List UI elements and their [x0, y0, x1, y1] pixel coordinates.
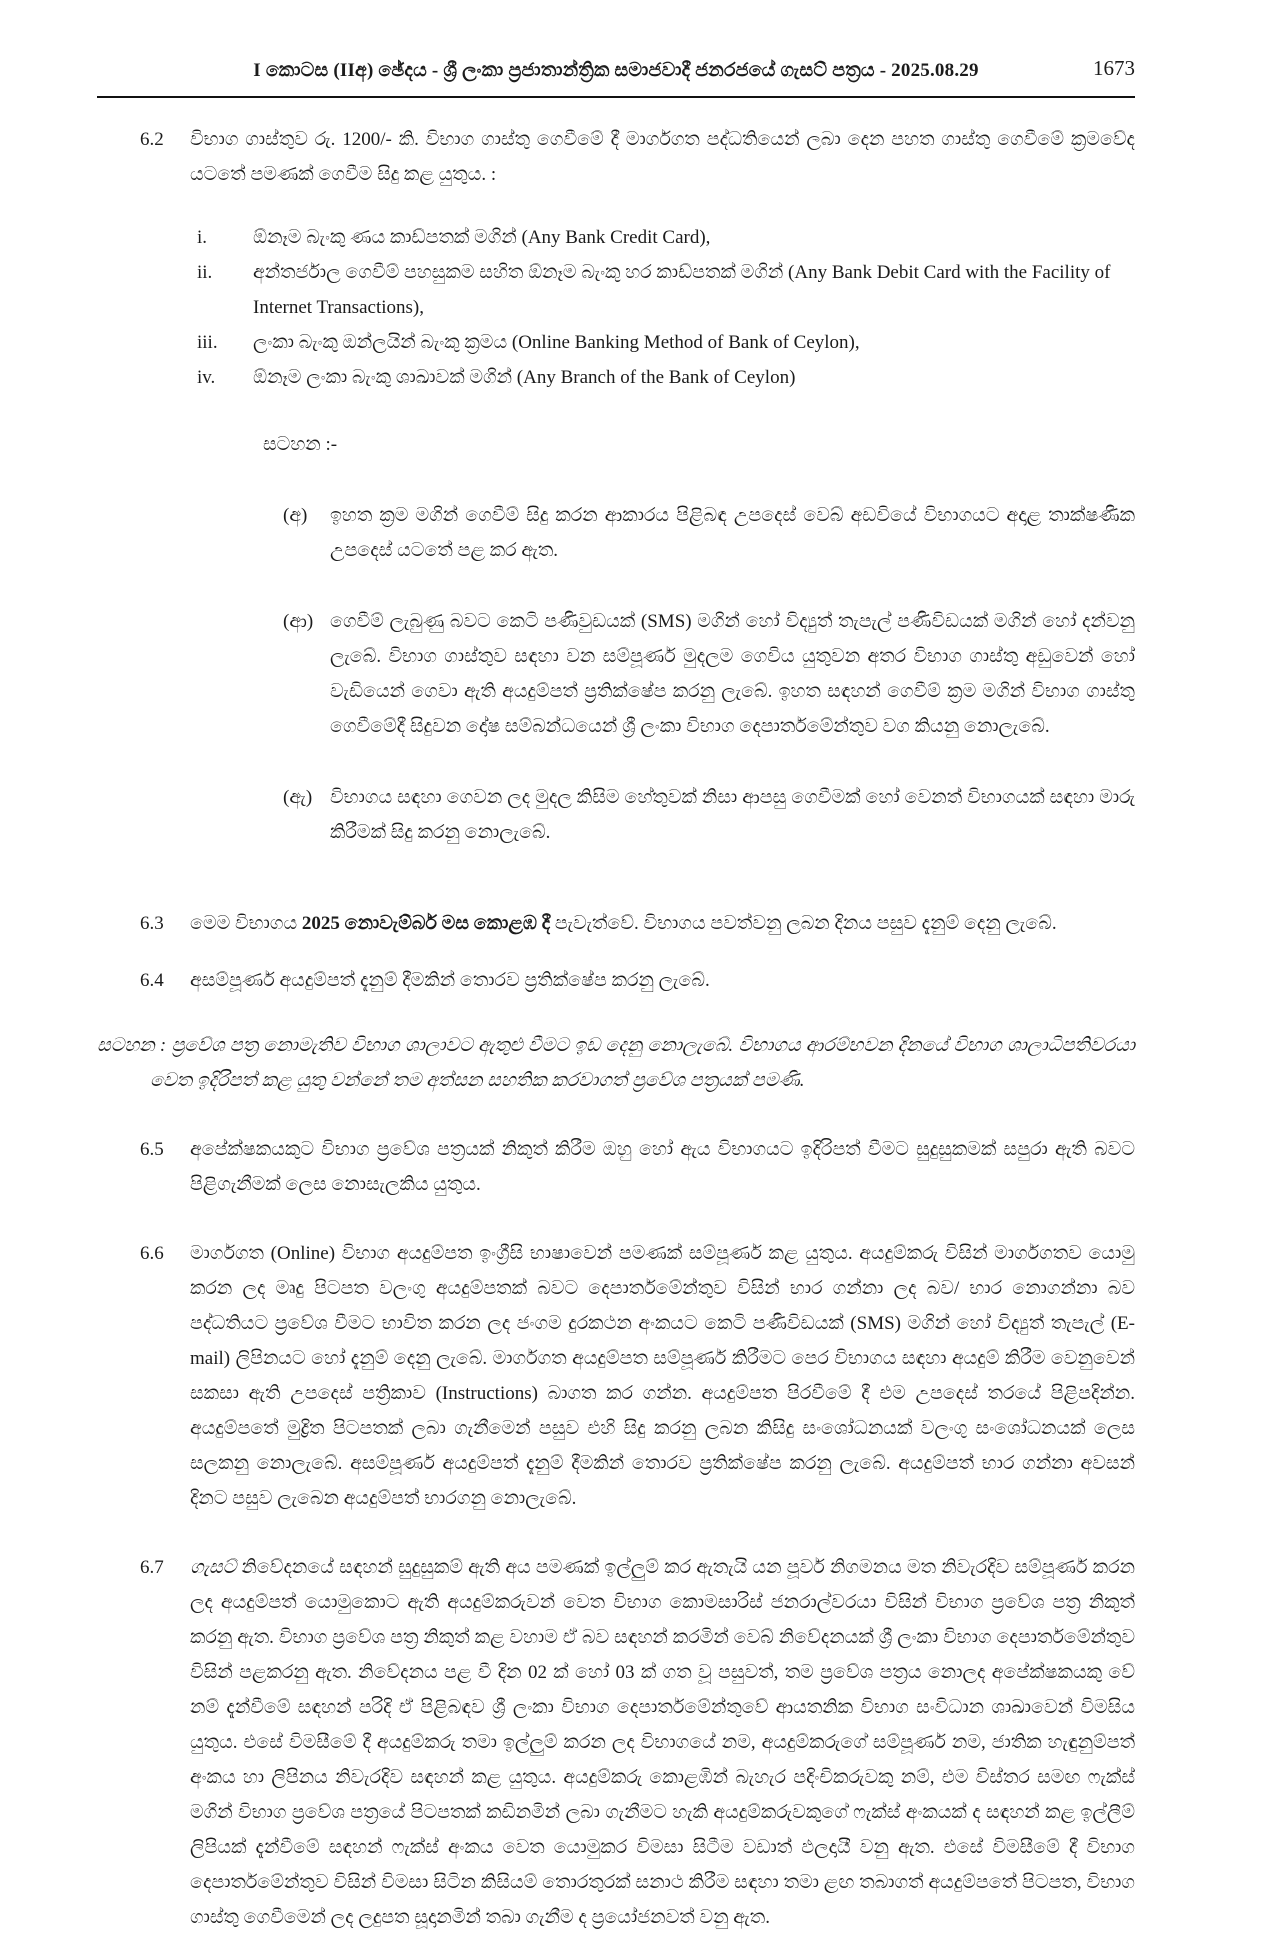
section-6-2: [97, 122, 1135, 192]
section-6-7: [97, 1550, 1135, 1935]
section-number: 6.2: [140, 129, 164, 150]
list-item: [197, 325, 1135, 360]
section-number: 6.6: [140, 1243, 164, 1264]
section-6-4: [97, 963, 1135, 998]
section-text: විභාග ගාස්තුව රු. 1200/- කි. විභාග ගාස්තු ගෙවීමේ දී මාර්ගගත පද්ධතියෙන් ලබා දෙන පහත ගාස්තු ගෙවීමේ ක්‍රමවේද යටතේ පමණක් ගෙවීම සිදු කළ යුතුය. :: [190, 129, 1135, 185]
section-text: මාර්ගගත (Online) විභාග අයදුම්පත ඉංග්‍රීසි භාෂාවෙන් පමණක් සම්පූර්ණ කළ යුතුය. අයදුම්කරු විසින් මාර්ගගතව යොමු කරන ලද මෘදු පිටපත වලංගු අයදුම්පතක් බවට දෙපාර්තමේන්තුව විසින් භාර ගන්නා ලද බව/ භාර නොගන්නා බව පද්ධතියට ප්‍රවේශ වීමට භාවිත කරන ලද ජංගම දුරකථන අංකයට කෙටි පණිවිඩයක් (SMS) මගින් හෝ විද්‍යුත් තැපැල් (E-mail) ලිපිනයට හෝ දැනුම් දෙනු ලැබේ. මාර්ගගත අයදුම්පත සම්පූර්ණ කිරීමට පෙර විභාගය සඳහා අයදුම් කිරීම වෙනුවෙන් සකසා ඇති උපදෙස් පත්‍රිකාව (Instructions) බාගත කර ගන්න. අයදුම්පත පිරවීමේ දී එම උපදෙස් තරයේ පිළිපදින්න. අයදුම්පතේ මුද්‍රිත පිටපතක් ලබා ගැනීමෙන් පසුව එහි සිදු කරනු ලබන කිසිදු සංශෝධනයක් වලංගු සංශෝධනයක් ලෙස සලකනු නොලැබේ. අසම්පූර්ණ අයදුම්පත් දැනුම් දීමකින් තොරව ප්‍රතික්ෂේප කරනු ලැබේ. අයදුම්පත් භාර ගන්නා අවසන් දිනට පසුව ලැබෙන අයදුම්පත් භාරගනු නොලැබේ.: [190, 1243, 1136, 1509]
section-6-3: [97, 906, 1135, 941]
notes-heading: සටහන :-: [263, 434, 338, 455]
note-text: ඉහත ක්‍රම මගින් ගෙවීම් සිදු කරන ආකාරය පිළිබඳ උපදෙස් වෙබ් අඩවියේ විභාගයට අදාළ තාක්ෂණික උපදෙස් යටතේ පළ කර ඇත.: [330, 505, 1135, 561]
item-marker: i.: [197, 227, 208, 248]
section-number: 6.7: [140, 1557, 164, 1578]
document-body: [97, 122, 1135, 1935]
note-paragraph: [97, 1028, 1135, 1098]
section-6-5: [97, 1132, 1135, 1202]
note-item-ae: [97, 780, 1135, 850]
section-text: [190, 906, 1135, 941]
page-header: [97, 0, 1135, 98]
section-number: 6.3: [140, 913, 164, 934]
section-text-italic: ගැසට්: [190, 1557, 237, 1578]
section-text-pre: මෙම විභාගය: [190, 913, 302, 934]
section-text-post: පැවැත්වේ. විභාගය පවත්වනු ලබන දිනය පසුව දැනුම් දෙනු ලැබේ.: [550, 913, 1057, 934]
section-text-bold: 2025 නොවැම්බර් මස කොළඹ දී: [301, 913, 551, 934]
item-text: අන්තර්ජාල ගෙවීම් පහසුකම සහිත ඕනෑම බැංකු හර කාඩ්පතක් මගින් (Any Bank Debit Card with the Facility of Internet Transactions),: [253, 262, 1111, 318]
item-marker: iv.: [197, 367, 216, 388]
note-marker: (ඇ): [283, 787, 313, 808]
note-marker: (ආ): [283, 611, 314, 632]
item-text: ඕනෑම ලංකා බැංකු ශාඛාවක් මගින් (Any Branch of the Bank of Ceylon): [253, 367, 796, 388]
header-rule: [97, 96, 1135, 98]
note-label: සටහන :: [97, 1035, 167, 1056]
section-number: 6.5: [140, 1139, 164, 1160]
item-text: ලංකා බැංකු ඔන්ලයින් බැංකු ක්‍රමය (Online Banking Method of Bank of Ceylon),: [253, 332, 860, 353]
note-marker: (අ): [283, 505, 308, 526]
section-text: [190, 1550, 1135, 1935]
list-item: [197, 360, 1135, 395]
note-item-aa: [97, 604, 1135, 744]
page-number: 1673: [1093, 56, 1135, 80]
list-item: [197, 220, 1135, 255]
note-text: ගෙවීම් ලැබුණු බවට කෙටි පණිවුඩයක් (SMS) මගින් හෝ විද්‍යුත් තැපැල් පණිවිඩයක් මගින් හෝ දන්වනු ලැබේ. විභාග ගාස්තුව සඳහා වන සම්පූර්ණ මුදලම ගෙවිය යුතුවන අතර විභාග ගාස්තු අඩුවෙන් හෝ වැඩියෙන් ගෙවා ඇති අයදුම්පත් ප්‍රතික්ෂේප කරනු ලැබේ. ඉහත සඳහන් ගෙවීම් ක්‍රම මගින් විභාග ගාස්තු ගෙවීමේදී සිදුවන දෝෂ සම්බන්ධයෙන් ශ්‍රී ලංකා විභාග දෙපාර්තමේන්තුව වග කියනු නොලැබේ.: [330, 611, 1135, 737]
section-number: 6.4: [140, 970, 164, 991]
list-item: [197, 255, 1135, 325]
section-text: අසම්පූර්ණ අයදුම්පත් දැනුම් දීමකින් තොරව ප්‍රතික්ෂේප කරනු ලැබේ.: [190, 970, 710, 991]
note-item-a: [97, 498, 1135, 568]
section-text-rest: නිවේදනයේ සඳහන් සුදුසුකම් ඇති අය පමණක් ඉල්ලුම් කර ඇතැයි යන පූර්ව නිගමනය මත නිවැරදිව සම්පූර්ණ කරන ලද අයදුම්පත් යොමුකොට ඇති අයදුම්කරුවන් වෙත විභාග කොමසාරිස් ජනරාල්වරයා විසින් විභාග ප්‍රවේශ පත්‍ර නිකුත් කරනු ඇත. විභාග ප්‍රවේශ පත්‍ර නිකුත් කළ වහාම ඒ බව සඳහන් කරමින් වෙබ් නිවේදනයක් ශ්‍රී ලංකා විභාග දෙපාර්තමේන්තුව විසින් පළකරනු ඇත. නිවේදනය පළ වී දින 02 ක් හෝ 03 ක් ගත වූ පසුවත්, තම ප්‍රවේශ පත්‍රය නොලද අපේක්ෂකයකු වේ නම් දැන්වීමේ සඳහන් පරිදි ඒ පිළිබඳව ශ්‍රී ලංකා විභාග දෙපාර්තමේන්තුවේ ආයතනික විභාග සංවිධාන ශාඛාවෙන් විමසිය යුතුය. එසේ විමසීමේ දී අයදුම්කරු තමා ඉල්ලුම් කරන ලද විභාගයේ නම, අයදුම්කරුගේ සම්පූර්ණ නම, ජාතික හැඳුනුම්පත් අංකය හා ලිපිනය නිවැරදිව සඳහන් කළ යුතුය. අයදුම්කරු කොළඹින් බැහැර පදිංචිකරුවකු නම්, එම විස්තර සමඟ ෆැක්ස් මගින් විභාග ප්‍රවේශ පත්‍රයේ පිටපතක් කඩිනමින් ලබා ගැනීමට හැකි අයදුම්කරුවකුගේ ෆැක්ස් අංකයක් ද සඳහන් කළ ඉල්ලීම් ලිපියක් දැන්වීමේ සඳහන් ෆැක්ස් අංකය වෙත යොමුකර විමසා සිටීම වඩාත් ඵලදායී වනු ඇත. එසේ විමසීමේ දී විභාග දෙපාර්තමේන්තුව විසින් විමසා සිටින කිසියම් තොරතුරක් සනාථ කිරීම සඳහා තමා ළඟ තබාගත් අයදුම්පතේ පිටපත, විභාග ගාස්තු ගෙවීමෙන් ලද ලදුපත සූදානමින් තබා ගැනීම ද ප්‍රයෝජනවත් වනු ඇත.: [190, 1557, 1135, 1928]
item-text: ඕනෑම බැංකු ණය කාඩ්පතක් මගින් (Any Bank Credit Card),: [253, 227, 711, 248]
note-body: ප්‍රවේශ පත්‍ර නොමැතිව විභාග ශාලාවට ඇතුළු වීමට ඉඩ දෙනු නොලැබේ. විභාගය ආරම්භවන දිනයේ විභාග ශාලාධිපතිවරයා වෙත ඉදිරිපත් කළ යුතු වන්නේ තම අත්සන සහතික කරවාගත් ප්‍රවේශ පත්‍රයක් පමණි.: [150, 1035, 1136, 1091]
item-marker: iii.: [197, 332, 218, 353]
note-text: විභාගය සඳහා ගෙවන ලද මුදල කිසිම හේතුවක් නිසා ආපසු ගෙවීමක් හෝ වෙනත් විභාගයක් සඳහා මාරු කිරීමක් සිදු කරනු නොලැබේ.: [330, 787, 1135, 843]
item-marker: ii.: [197, 262, 213, 283]
payment-methods-list: [197, 220, 1135, 395]
gazette-header-title: I කොටස (IIඅ) ඡේදය - ශ්‍රී ලංකා ප්‍රජාතාන්ත්‍රික සමාජවාදී ජනරජයේ ගැසට් පත්‍රය - 2025.08.29: [253, 60, 979, 81]
section-text: අපේක්ෂකයකුට විභාග ප්‍රවේශ පත්‍රයක් නිකුත් කිරීම ඔහු හෝ ඇය විභාගයට ඉදිරිපත් වීමට සුදුසුකමක් සපුරා ඇති බවට පිළිගැනීමක් ලෙස නොසැලකිය යුතුය.: [190, 1139, 1135, 1195]
section-6-6: [97, 1236, 1135, 1516]
